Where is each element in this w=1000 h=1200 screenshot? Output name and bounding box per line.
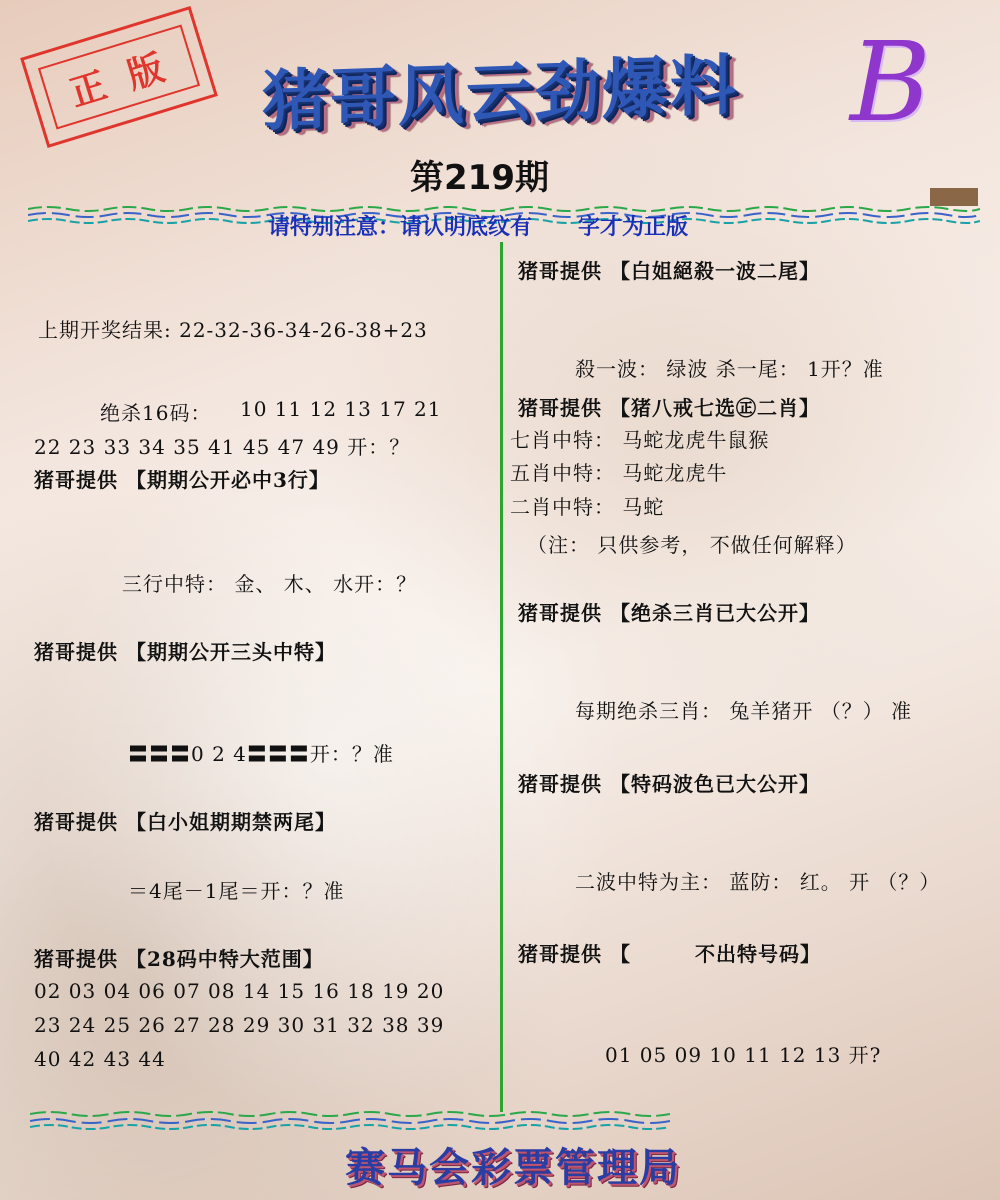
footer-issuer: 赛马会彩票管理局 bbox=[345, 1145, 681, 1191]
kill16-numbers-line1: 10 11 12 13 17 21 bbox=[240, 397, 442, 421]
kill16-label: 绝杀16码： bbox=[100, 401, 212, 425]
authentic-stamp bbox=[20, 6, 218, 148]
right-title-kill3: 猪哥提供 【绝杀三肖已大公开】 bbox=[518, 601, 820, 625]
kill3-content: 每期绝杀三肖： 兔羊猪开 （？） 准 bbox=[575, 699, 913, 723]
edition-letter: B bbox=[850, 18, 931, 146]
right-title-no-special-end: 不出特号码】 bbox=[695, 942, 821, 966]
three-rows-content: 三行中特： 金、 木、 水开：？ bbox=[122, 572, 418, 596]
issue-number: 第219期 bbox=[410, 158, 549, 198]
notice-right: 字才为正版 bbox=[577, 215, 688, 240]
five-zodiac-line: 五肖中特： 马蛇龙虎牛 bbox=[510, 461, 728, 485]
right-title-no-special: 猪哥提供 【 bbox=[518, 942, 631, 966]
last-draw-result: 上期开奖结果: 22-32-36-34-26-38+23 bbox=[38, 318, 428, 342]
stamp-text: 正版 bbox=[38, 24, 200, 129]
section-title-3heads: 猪哥提供 【期期公开三头中特】 bbox=[34, 640, 336, 664]
two-zodiac-line: 二肖中特： 马蛇 bbox=[510, 495, 665, 519]
main-title: 猪哥风云劲爆料 bbox=[262, 46, 738, 141]
section-title-two-tails: 猪哥提供 【白小姐期期禁两尾】 bbox=[34, 810, 336, 834]
wave-tail-content: 殺一波： 绿波 杀一尾： 1开？准 bbox=[575, 357, 884, 381]
right-title-wave-color: 猪哥提供 【特码波色已大公开】 bbox=[518, 772, 820, 796]
kill16-numbers-line2: 22 23 33 34 35 41 45 47 49 开：？ bbox=[34, 435, 411, 459]
section-title-28-codes: 猪哥提供 【28码中特大范围】 bbox=[34, 947, 324, 971]
no-special-numbers: 01 05 09 10 11 12 13 开? bbox=[605, 1043, 882, 1067]
wave-color-content: 二波中特为主： 蓝防： 红。 开 （？） bbox=[575, 870, 941, 894]
right-title-seven-pick: 猪哥提供 【猪八戒七选㊣二肖】 bbox=[518, 396, 820, 420]
column-divider bbox=[500, 242, 503, 1112]
section-title-3rows: 猪哥提供 【期期公开必中3行】 bbox=[34, 468, 330, 492]
disclaimer-note: （注： 只供参考， 不做任何解释） bbox=[527, 533, 857, 557]
bottom-wave-divider bbox=[30, 1108, 670, 1132]
three-heads-content: 〓〓〓0 2 4〓〓〓开：？准 bbox=[128, 742, 394, 766]
two-tails-content: ＝4尾－1尾＝开：？准 bbox=[128, 879, 345, 903]
notice-left: 请特别注意：请认明底纹有 bbox=[268, 215, 533, 240]
codes-line3: 40 42 43 44 bbox=[34, 1047, 166, 1071]
codes-line1: 02 03 04 06 07 08 14 15 16 18 19 20 bbox=[34, 979, 445, 1003]
codes-line2: 23 24 25 26 27 28 29 30 31 32 38 39 bbox=[34, 1013, 445, 1037]
seven-zodiac-line: 七肖中特： 马蛇龙虎牛鼠猴 bbox=[510, 428, 770, 452]
right-title-wave-tail: 猪哥提供 【白姐絕殺一波二尾】 bbox=[518, 259, 820, 283]
authenticity-notice bbox=[268, 210, 688, 241]
